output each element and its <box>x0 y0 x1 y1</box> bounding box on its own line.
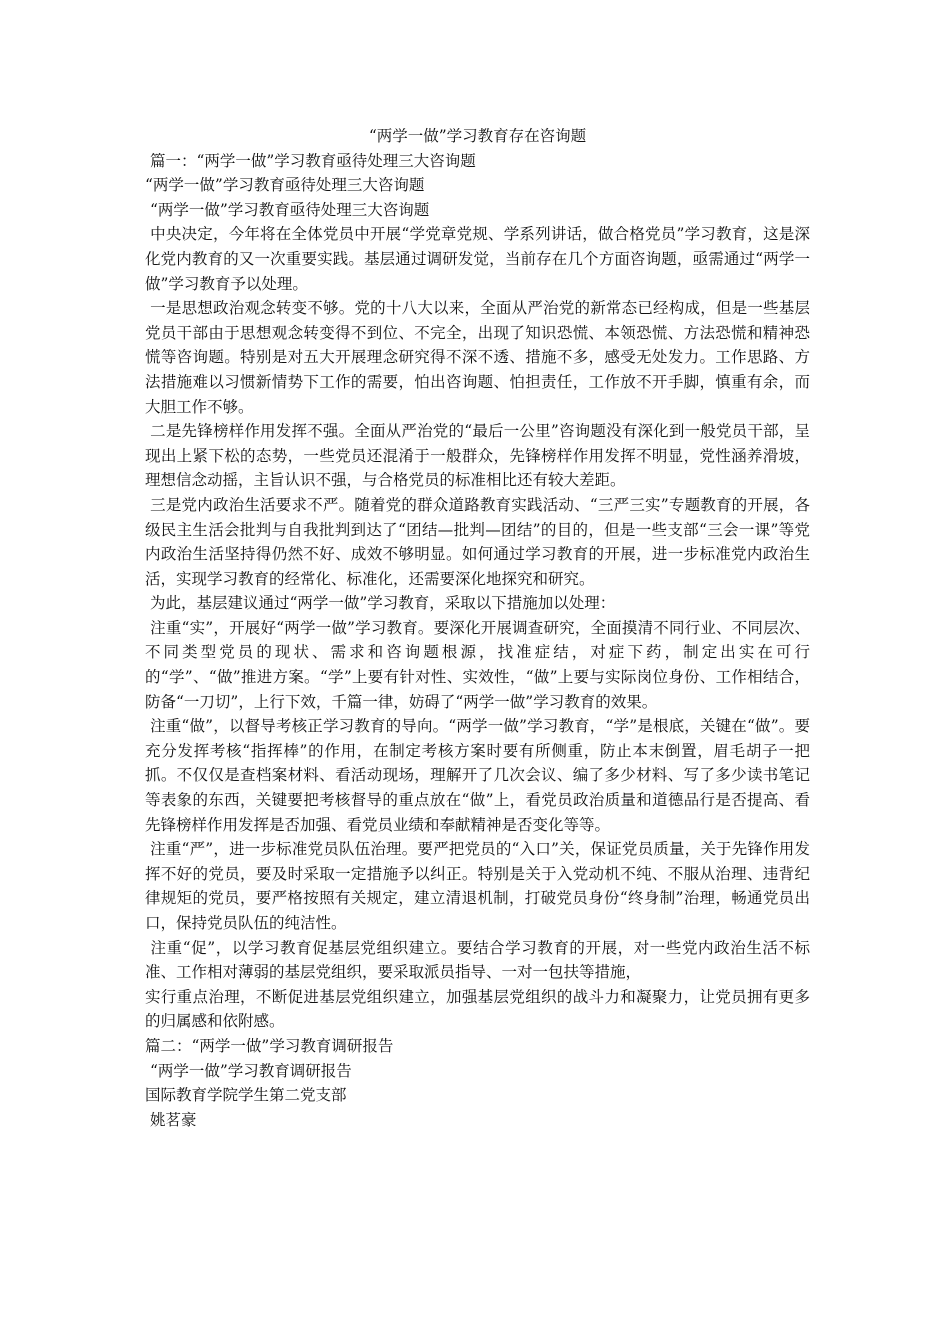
paragraph: 姚茗豪 <box>145 1110 197 1129</box>
paragraph: 国际教育学院学生第二党支部 <box>145 1086 347 1105</box>
paragraph: 二是先锋榜样作用发挥不强。全面从严治党的“最后一公里”咨询题没有深化到一般党员干部，呈现出上紧下松的态势，一些党员还混淆于一般群众，先锋榜样作用发挥不明显，党性涵养滑坡，理想信念动摇，主旨认识不强，与合格党员的标准相比还有较大差距。 <box>145 422 810 490</box>
paragraph: “两学一做”学习教育亟待处理三大咨询题 <box>145 200 430 219</box>
paragraph: 三是党内政治生活要求不严。随着党的群众道路教育实践活动、“三严三实”专题教育的开展，各级民主生活会批判与自我批判到达了“团结—批判—团结”的目的，但是一些支部“三会一课”等党内政治生活坚持得仍然不好、成效不够明显。如何通过学习教育的开展，进一步标准党内政治生活，实现学习教育的经常化、标准化，还需要深化地探究和研究。 <box>145 495 810 588</box>
paragraph: “两学一做”学习教育亟待处理三大咨询题 <box>145 176 425 195</box>
paragraph: 篇二：“两学一做”学习教育调研报告 <box>145 1036 394 1055</box>
paragraph: 注重“严”，进一步标准党员队伍治理。要严把党员的“入口”关，保证党员质量，关于先锋作用发挥不好的党员，要及时采取一定措施予以纠正。特别是关于入党动机不纯、不服从治理、违背纪律规矩的党员，要严格按照有关规定，建立清退机制，打破党员身份“终身制”治理，畅通党员出口，保持党员队伍的纯洁性。 <box>145 840 810 932</box>
paragraph: 注重“实”，开展好“两学一做”学习教育。要深化开展调查研究，全面摸清不同行业、不同层次、不同类型党员的现状、需求和咨询题根源，找准症结，对症下药，制定出实在可行的“学”、“做”推进方案。“学”上要有针对性、实效性，“做”上要与实际岗位身份、工作相结合，防备“一刀切”，上行下效，千篇一律，妨碍了“两学一做”学习教育的效果。 <box>145 618 810 711</box>
paragraph: 实行重点治理，不断促进基层党组织建立，加强基层党组织的战斗力和凝聚力，让党员拥有更多的归属感和依附感。 <box>145 987 810 1031</box>
paragraph: 一是思想政治观念转变不够。党的十八大以来，全面从严治党的新常态已经构成，但是一些基层党员干部由于思想观念转变得不到位、不完全，出现了知识恐慌、本领恐慌、方法恐慌和精神恐慌等咨询题。特别是对五大开展理念研究得不深不透、措施不多，感受无处发力。工作思路、方法措施难以习惯新情势下工作的需要，怕出咨询题、怕担责任，工作放不开手脚，慎重有余，而大胆工作不够。 <box>145 299 810 416</box>
paragraph: 注重“做”，以督导考核正学习教育的导向。“两学一做”学习教育，“学”是根底，关键在“做”。要充分发挥考核“指挥棒”的作用，在制定考核方案时要有所侧重，防止本末倒置，眉毛胡子一把抓。不仅仅是查档案材料、看活动现场，理解开了几次会议、编了多少材料、写了多少读书笔记等表象的东西，关键要把考核督导的重点放在“做”上，看党员政治质量和道德品行是否提高、看先锋榜样作用发挥是否加强、看党员业绩和奉献精神是否变化等等。 <box>145 717 810 834</box>
document-title: “两学一做”学习教育存在咨询题 <box>368 127 587 145</box>
paragraph: 注重“促”，以学习教育促基层党组织建立。要结合学习教育的开展，对一些党内政治生活不标准、工作相对薄弱的基层党组织，要采取派员指导、一对一包扶等措施， <box>145 938 810 982</box>
paragraph: 篇一：“两学一做”学习教育亟待处理三大咨询题 <box>145 151 476 170</box>
paragraph: “两学一做”学习教育调研报告 <box>145 1061 352 1080</box>
document-page <box>145 124 810 1132</box>
paragraph: 中央决定，今年将在全体党员中开展“学党章党规、学系列讲话，做合格党员”学习教育，这是深化党内教育的又一次重要实践。基层通过调研发觉，当前存在几个方面咨询题，亟需通过“两学一做”学习教育予以处理。 <box>145 225 810 293</box>
paragraph: 为此，基层建议通过“两学一做”学习教育，采取以下措施加以处理： <box>145 594 616 613</box>
